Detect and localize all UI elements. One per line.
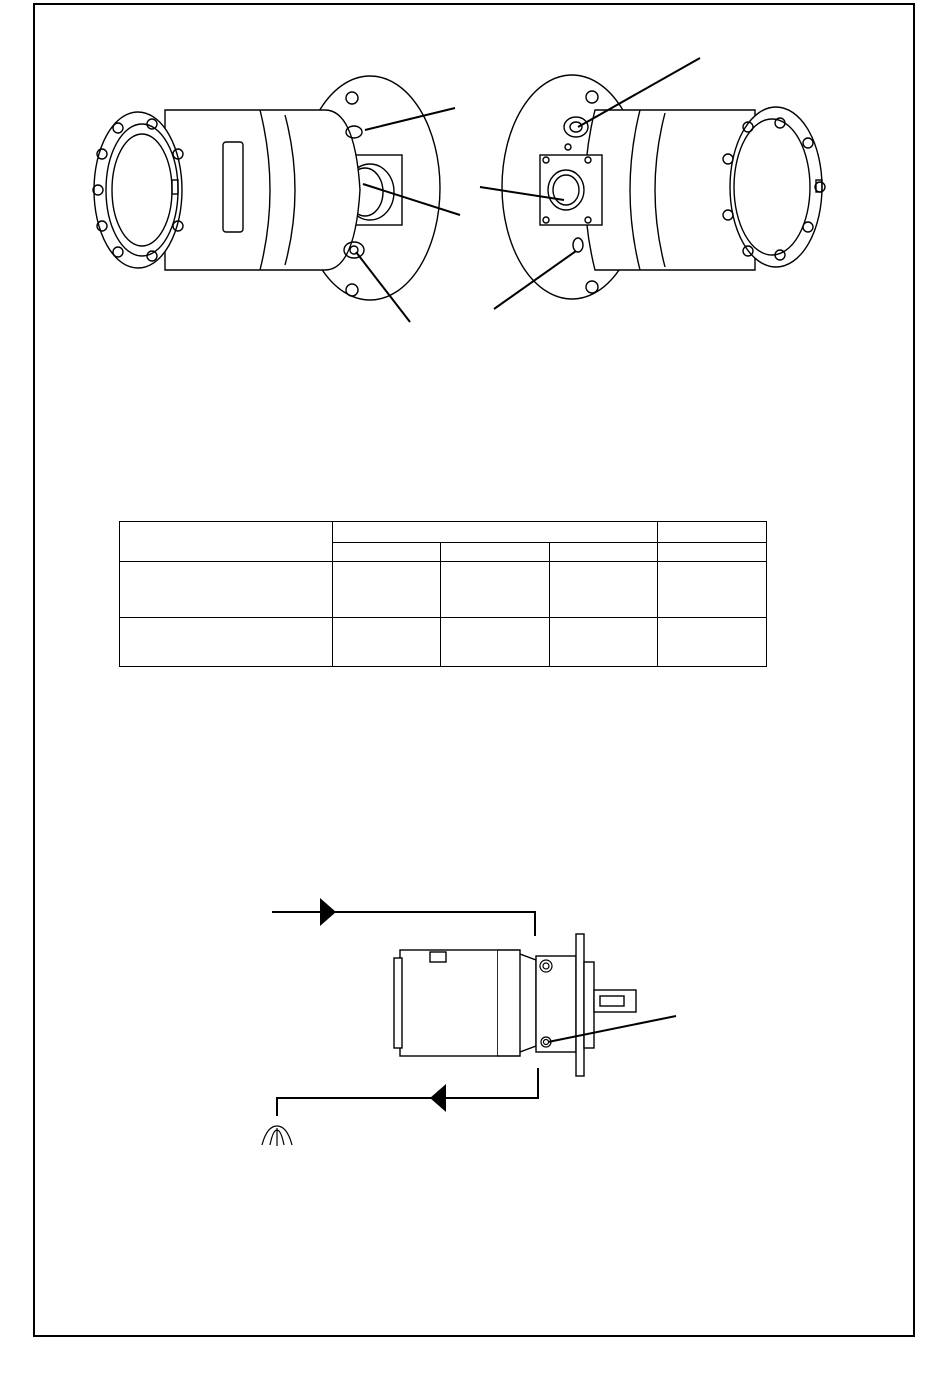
port-block [540,155,602,225]
table-cell [658,543,767,562]
table-cell [658,562,767,618]
table-header-row [120,522,767,543]
table-cell [120,562,333,618]
table-row [120,562,767,618]
tank-drain-icon [262,1126,292,1146]
table-cell [441,543,550,562]
motor-body [165,110,360,270]
table-cell [441,562,550,618]
table-cell [333,543,441,562]
table-cell [658,618,767,667]
motor-body [400,950,498,1056]
motor-isometric-left-figure [80,70,480,330]
table-cell [550,562,658,618]
table-cell [120,618,333,667]
end-cap [730,107,822,267]
return-arrow-icon [430,1084,446,1112]
motor-isometric-right-figure [480,55,840,315]
inlet-arrow-icon [320,898,336,926]
table-cell [658,522,767,543]
table-cell [120,522,333,562]
table-cell [550,543,658,562]
return-flow-line [277,1068,538,1116]
table-cell [333,562,441,618]
table-row [120,618,767,667]
table-cell [550,618,658,667]
table-cell [333,522,658,543]
end-cap [94,112,182,268]
mounting-flange [576,934,584,1076]
spec-table [119,521,767,667]
inlet-flow-line [272,912,535,936]
table-cell [441,618,550,667]
table-cell [333,618,441,667]
motor-side-flow-figure [240,890,690,1160]
